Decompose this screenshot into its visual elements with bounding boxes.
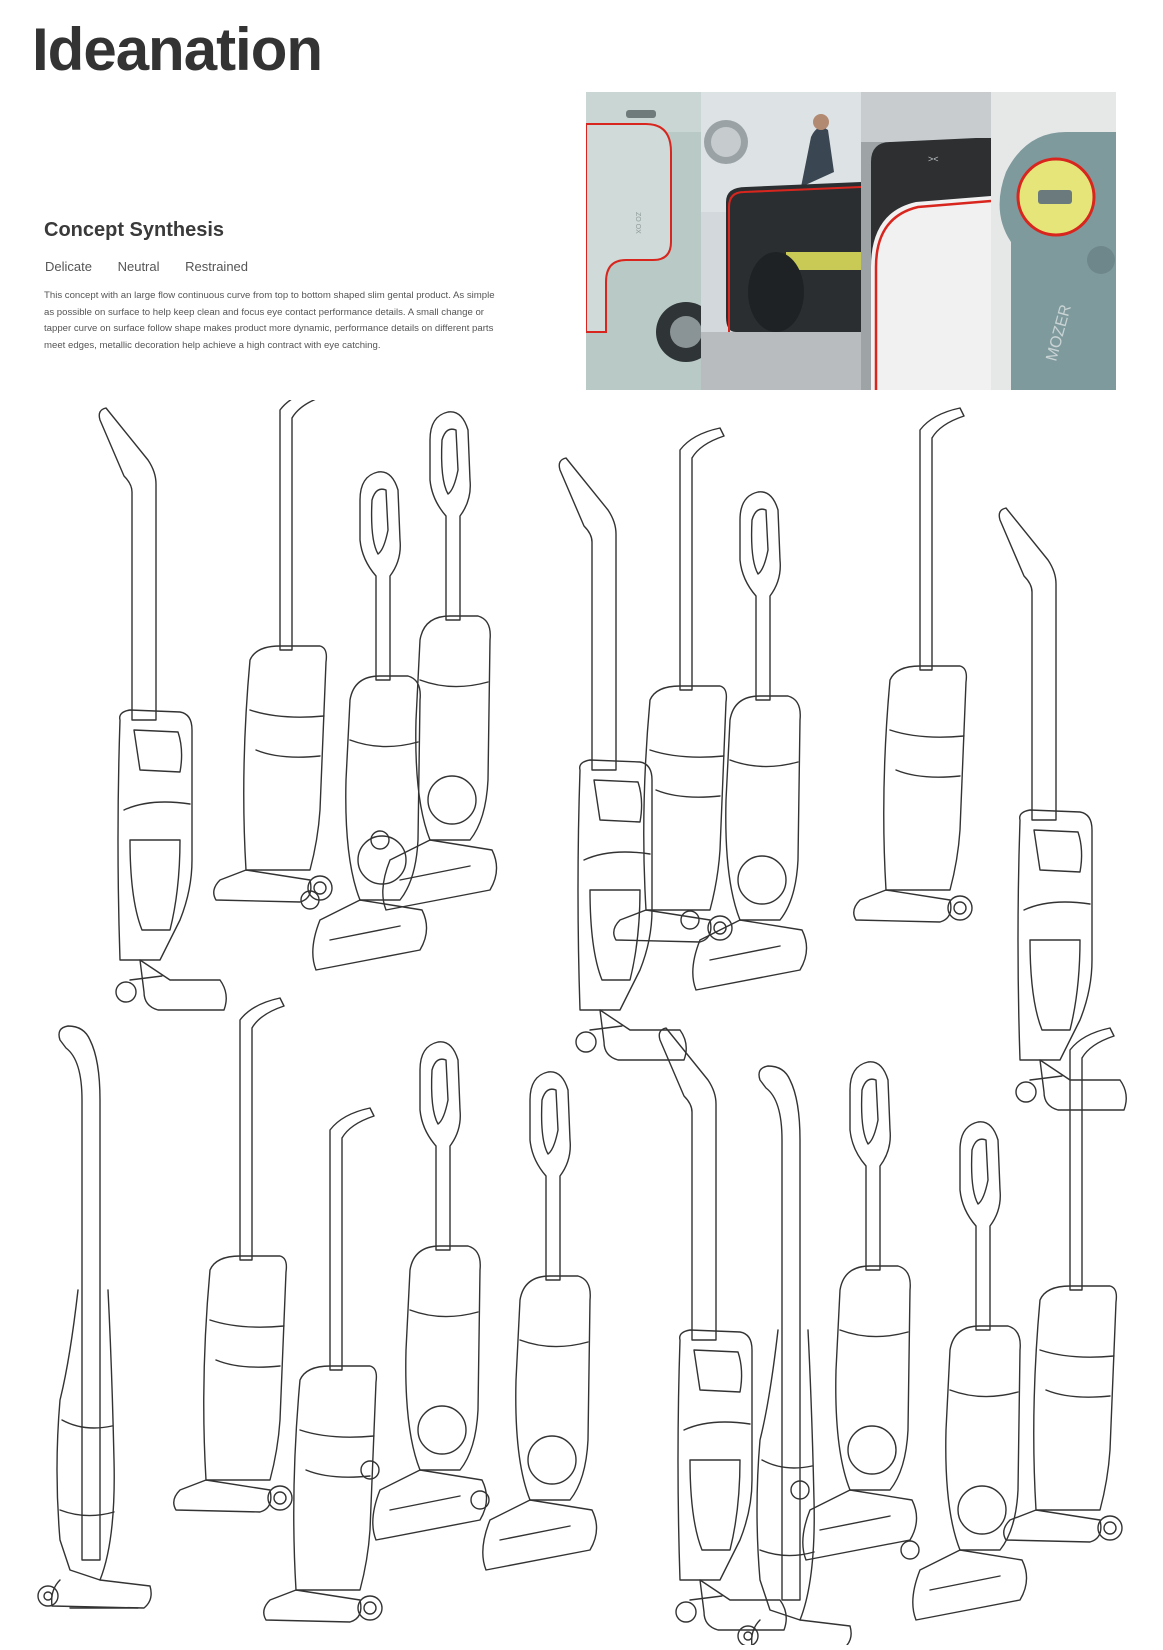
sketch-vacuum-7 <box>681 492 807 990</box>
keyword-neutral: Neutral <box>117 259 160 274</box>
sketch-vacuum-11 <box>174 998 292 1512</box>
vacuum-sketch-grid <box>0 400 1163 1645</box>
sketch-vacuum-15 <box>659 1028 786 1630</box>
sketch-vacuum-10 <box>38 1026 151 1608</box>
concept-keywords <box>45 259 270 274</box>
sketch-vacuum-17 <box>791 1062 917 1560</box>
sketch-vacuum-18 <box>901 1122 1027 1620</box>
moodboard-panel-car <box>701 92 861 390</box>
panel-badge-mozer: MOZER <box>1043 302 1075 364</box>
moodboard-panel-vehicle <box>586 92 716 390</box>
sketch-vacuum-19 <box>1004 1028 1122 1542</box>
sketch-vacuum-1 <box>99 408 226 1010</box>
sketch-vacuum-12 <box>264 1108 382 1622</box>
concept-heading: Concept Synthesis <box>44 219 225 241</box>
panel-badge-zoox: ZO OX <box>634 212 641 234</box>
moodboard-image <box>586 92 1116 390</box>
moodboard-panel-device <box>861 92 991 390</box>
keyword-delicate: Delicate <box>45 259 92 274</box>
sketch-vacuum-8 <box>854 408 972 922</box>
sketch-vacuum-14 <box>471 1072 597 1570</box>
page-title: Ideanation <box>32 16 323 83</box>
sketch-vacuum-3 <box>301 472 427 970</box>
sketch-vacuum-16 <box>738 1066 851 1645</box>
sketch-vacuum-13 <box>361 1042 487 1540</box>
keyword-restrained: Restrained <box>185 259 249 274</box>
sketch-vacuum-9 <box>999 508 1126 1110</box>
sketch-vacuum-6 <box>614 428 732 942</box>
svg-text:><: >< <box>928 154 939 164</box>
sketch-vacuum-5 <box>559 458 686 1060</box>
concept-description: This concept with an large flow continuous curve from top to bottom shaped slim gental product. As simple as possible on surface to help keep clean and focus eye contact performance details. A small change or tapper curve on surface follow shape makes product more dynamic, performance details on different parts meet edges, metallic decoration help achieve a high contract with eye catching. <box>44 290 495 351</box>
moodboard-panel-handheld <box>991 92 1116 390</box>
sketch-vacuum-2 <box>214 400 332 902</box>
